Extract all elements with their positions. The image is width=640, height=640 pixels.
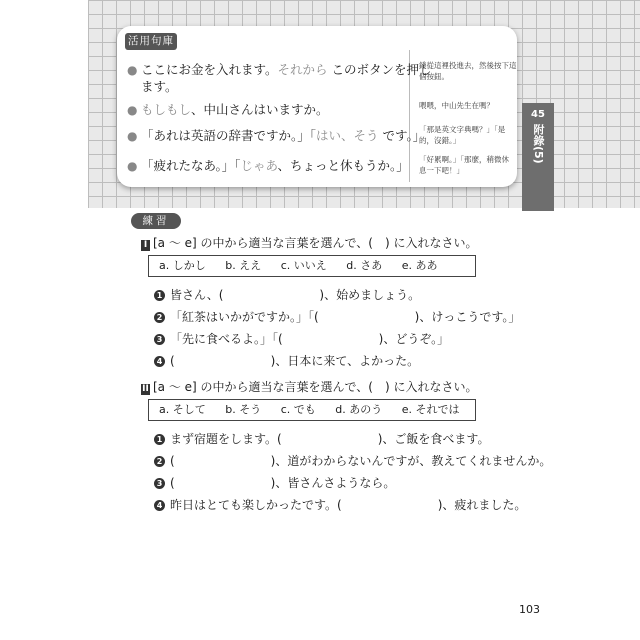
- chat-bubble-icon: ●: [127, 63, 138, 77]
- chat-bubble-icon: ●: [127, 129, 138, 143]
- question-1-3: [154, 330, 449, 347]
- question-text: ( )、皆さんさようなら。: [170, 476, 396, 490]
- practice-tag: 練習: [131, 213, 181, 229]
- phrase-line-2: [127, 100, 329, 118]
- choice-option: b. ええ: [225, 259, 262, 272]
- question-2-3: [154, 474, 395, 491]
- translation-4: 「好累啊。」「那麼，稍微休息一下吧！」: [419, 155, 509, 175]
- appendix-side-tab: [522, 103, 554, 211]
- card-tag: 活用句庫: [125, 33, 177, 50]
- question-number: 4: [154, 356, 165, 367]
- instruction-text: [a ～ e] の中から適当な言葉を選んで、( ) に入れなさい。: [153, 236, 478, 250]
- question-1-1: [154, 286, 420, 303]
- phrase-text: このボタンを押し: [331, 62, 432, 77]
- roman-numeral: II: [142, 384, 149, 394]
- phrase-text: です。」: [382, 128, 426, 143]
- translation-3: 「那是英文字典嗎？」「是的，沒錯。」: [419, 125, 506, 145]
- exercise-instruction-2: [141, 378, 477, 395]
- question-text: ( )、道がわからないんですが、教えてくれませんか。: [170, 454, 552, 468]
- choice-option: d. あのう: [335, 403, 383, 416]
- phrase-text: 「疲れたなあ。」「: [141, 158, 241, 173]
- question-2-2: [154, 452, 551, 469]
- question-2-4: [154, 496, 526, 513]
- translation-2: 喂喂，中山先生在嗎？: [419, 101, 494, 110]
- phrase-highlight: もしもし: [141, 102, 192, 117]
- question-text: 皆さん、( )、始めましょう。: [170, 288, 421, 302]
- phrase-line-3: [127, 126, 425, 144]
- choice-option: c. いいえ: [280, 259, 327, 272]
- choice-option: d. さあ: [346, 259, 383, 272]
- phrase-highlight: じゃあ: [240, 158, 278, 173]
- phrase-line-1: [127, 60, 432, 94]
- choice-option: e. それでは: [401, 403, 460, 416]
- question-text: 「先に食べるよ。」「( )、どうぞ。」: [170, 332, 450, 346]
- question-2-1: [154, 430, 489, 447]
- exercise-instruction-1: [141, 234, 477, 251]
- question-number: 1: [154, 290, 165, 301]
- phrase-text: 、中山さんはいますか。: [191, 102, 329, 117]
- question-text: 昨日はとても楽しかったです。( )、疲れました。: [170, 498, 527, 512]
- phrase-line-4: [127, 156, 409, 174]
- chat-bubble-icon: ●: [127, 103, 138, 117]
- question-number: 2: [154, 312, 165, 323]
- question-number: 3: [154, 478, 165, 489]
- question-1-4: [154, 352, 419, 369]
- choice-option: c. でも: [280, 403, 316, 416]
- tab-label: 附錄(5): [532, 124, 545, 164]
- question-number: 3: [154, 334, 165, 345]
- choice-option: e. ああ: [401, 259, 438, 272]
- phrase-text: 「あれは英語の辞書ですか。」「: [141, 128, 317, 143]
- question-text: 「紅茶はいかがですか。」「( )、けっこうです。」: [170, 310, 521, 324]
- chat-bubble-icon: ●: [127, 159, 138, 173]
- choice-option: a. しかし: [159, 259, 206, 272]
- phrase-text: 、ちょっと休もうか。」: [277, 158, 409, 173]
- roman-numeral: I: [141, 240, 150, 251]
- question-number: 1: [154, 434, 165, 445]
- choice-option: b. そう: [225, 403, 262, 416]
- choice-box-1: [148, 255, 476, 277]
- question-text: ( )、日本に来て、よかった。: [170, 354, 420, 368]
- question-number: 2: [154, 456, 165, 467]
- tab-number: 45: [531, 109, 545, 120]
- phrase-highlight: はい、そう: [316, 128, 379, 143]
- question-number: 4: [154, 500, 165, 511]
- translation-1: 錢從這裡投進去，然後按下這個按鈕。: [419, 61, 517, 81]
- page-number: 103: [519, 603, 540, 616]
- phrase-wrap: ます。: [141, 79, 178, 94]
- choice-option: a. そして: [159, 403, 206, 416]
- phrase-text: ここにお金を入れます。: [141, 62, 278, 77]
- question-text: まず宿題をします。( )、ご飯を食べます。: [170, 432, 490, 446]
- question-1-2: [154, 308, 520, 325]
- phrase-highlight: それから: [277, 62, 328, 77]
- phrase-card: [117, 26, 517, 187]
- instruction-text: [a ～ e] の中から適当な言葉を選んで、( ) に入れなさい。: [153, 380, 478, 394]
- choice-box-2: [148, 399, 476, 421]
